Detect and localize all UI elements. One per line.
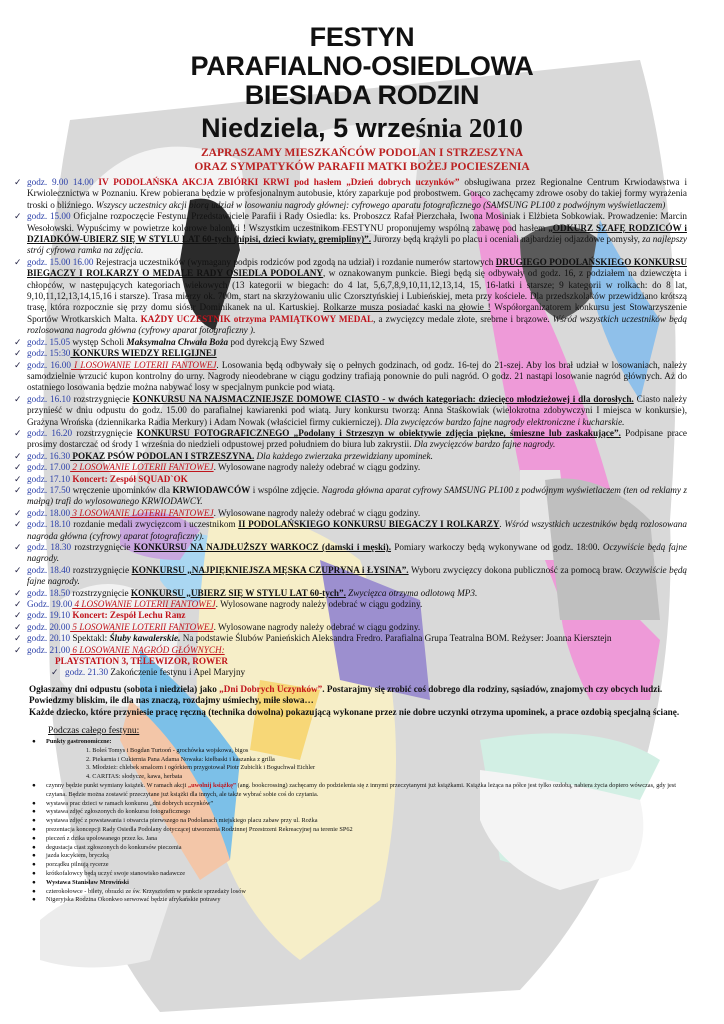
- event-time: godz. 20.10: [27, 633, 71, 644]
- program-item: [14, 336, 687, 348]
- event-time: godz. 17.10: [27, 473, 71, 484]
- all-day-list: [32, 738, 682, 905]
- gastro-entry: 2. Piekarnia i Cukiernia Pana Adama Nowaka: kiełbaski i kaszanka z grilla: [86, 755, 275, 763]
- notice: [29, 684, 689, 718]
- program-item: [14, 427, 688, 451]
- notice-text-3: Każde dziecko, które przyniesie pracę ręczną (technika dowolna) pokazującą wykonane przez nie dobre uczynki otrzyma upominek, a prace ozdobią specjalną ścianę.: [29, 706, 680, 717]
- program-item: [14, 177, 687, 211]
- event-text: Wszyscy uczestnicy akcji biorą udział w losowaniu nagrody głównej: cyfrowego aparatu fotograficznego (SAMSUNG PL100 z podwójnym wyświetlaczem): [95, 199, 666, 210]
- event-text: IV PODOLAŃSKA AKCJA ZBIÓRKI KRWI pod hasłem „Dzień dobrych uczynków”: [93, 177, 460, 187]
- event-text: KONKURSU „UBIERZ SIĘ W STYLU LAT 60-tych”.: [130, 587, 346, 598]
- event-date-part-2: śnia 2010: [415, 113, 523, 143]
- notice-highlight: „Dni Dobrych Uczynków”: [219, 683, 323, 694]
- event-text: rozstrzygnięcie: [72, 427, 137, 438]
- main-prizes: PLAYSTATION 3, TELEWIZOR, ROWER: [55, 656, 228, 667]
- event-text: Wszystkim uczestnikom FESTYNU proponujemy wspólną zabawę pod hasłem: [248, 222, 549, 233]
- event-text: „ODKURZ SZAFĘ RODZICÓW i DZIADKÓW-UBIERZ SIĘ W STYLU LAT 60-tych (hipisi, dzieci kwiaty, gremipliny)”.: [27, 222, 687, 245]
- event-text: rozdanie medali zwycięzcom i uczestnikom: [70, 519, 239, 530]
- bullet-icon: ●: [32, 843, 36, 851]
- bullet-icon: ●: [32, 826, 36, 834]
- event-text: 2 LOSOWANIE LOTERII FANTOWEJ: [70, 462, 214, 473]
- closing-text: Zakończenie festynu i Apel Maryjny: [108, 667, 246, 678]
- bullet-icon: ●: [32, 808, 36, 816]
- event-text: POKAZ PSÓW PODOLAN I STRZESZYNA.: [70, 450, 255, 461]
- checkmark-icon: ✓: [14, 564, 22, 575]
- event-text: wręczenie upominków dla: [70, 484, 173, 495]
- event-text: Maksymalna Chwała Boża: [126, 336, 229, 347]
- program-item: [14, 519, 687, 542]
- program-item: [14, 348, 687, 359]
- event-text: Śluby kawalerskie.: [109, 633, 181, 644]
- event-text: KONKURSU „NAJPIĘKNIEJSZA MĘSKA CZUPRYNA i ŁYSINA”.: [131, 564, 409, 575]
- all-day-text: wystawa zdjęć z powstawania i otwarcia pierwszego na Podolanach miejskiego placu zabaw przy ul. Rożka: [46, 817, 318, 825]
- all-day-text: wystawa prac dzieci w ramach konkursu „dni dobrych uczynków”: [46, 799, 214, 807]
- event-text: II PODOLAŃSKIEGO KONKURSU BIEGACZY I ROLKARZY: [238, 519, 500, 530]
- all-day-item: [32, 800, 682, 809]
- event-text: . Wśród wszystkich uczestników będą rozlosowana nagroda główna (cyfrowy aparat fotograficzny).: [27, 519, 687, 541]
- event-text: Oficjalne rozpoczęcie Festynu. Przedstawiciele Parafii i Rady Osiedla: ks. Proboszcz Rafał Pierzchała, Iwona Mosiniak i Elżbieta Sobkowiak. Prowadzenie: Marcin Wesołowski. Wypuścimy w powietrze kolorowe baloniki !: [27, 211, 687, 233]
- all-day-item: [32, 879, 682, 888]
- event-text: rozstrzygnięcie: [70, 393, 133, 404]
- event-text: I LOSOWANIE LOTERII FANTOWEJ: [71, 359, 217, 370]
- event-text: . Wylosowane nagrody należy odebrać w ciągu godziny.: [213, 621, 421, 632]
- gastro-label: Punkty gastronomiczne:: [46, 738, 112, 746]
- checkmark-icon: ✓: [14, 507, 22, 518]
- checkmark-icon: ✓: [14, 427, 22, 438]
- event-text: Nagroda główna aparat cyfrowy SAMSUNG PL100 z podwójnym wyświetlaczem (ten od reklamy z małpą) trafi do wylosowanego KRWIODAWCY.: [27, 484, 688, 507]
- program-list: [0, 177, 687, 679]
- event-text: za najlepszy strój cyfrowa ramka na zdjęcia.: [27, 234, 688, 256]
- bullet-icon: ●: [32, 852, 36, 860]
- all-day-text: pieczeń z dzika upolowanego przez ks. Jana: [46, 834, 158, 842]
- event-time: godz. 9.00 14.00: [27, 177, 94, 187]
- event-text: Dla każdego zwierzaka przewidziany upominek.: [254, 450, 433, 461]
- all-day-text: porządku pilnują rycerze: [46, 861, 109, 869]
- event-time: godz. 16.30: [27, 450, 71, 461]
- bullet-icon: ●: [32, 861, 36, 869]
- event-date: [0, 112, 724, 144]
- bullet-icon: ●: [32, 870, 36, 878]
- all-day-text: czterokołowce - bilety, obrazki ze św. Krzysztofem w punkcie sprzedaży losów: [46, 887, 246, 895]
- event-text: Wśród wszystkich uczestników będą rozlosowana nagroda główna (cyfrowy aparat fotograficzny ).: [27, 313, 687, 336]
- checkmark-icon: ✓: [14, 462, 22, 473]
- closing-time: godz. 21.30: [65, 667, 109, 678]
- all-day-item: [32, 888, 682, 897]
- event-text: . Wylosowane nagrody należy odebrać w ciągu godziny.: [213, 462, 421, 473]
- program-item: [14, 542, 688, 565]
- event-text: Rejestracja uczestników (wymagany podpis rodziców pod zgodą na udział) i rozdanie numerów startowych: [93, 256, 496, 267]
- event-time: godz. 15.05: [27, 336, 71, 347]
- program-item: [14, 211, 688, 257]
- event-time: godz. 18.30: [27, 542, 72, 552]
- checkmark-icon: ✓: [14, 359, 22, 370]
- event-text: 6 LOSOWANIE NAGRÓD GŁÓWNYCH:: [70, 644, 225, 655]
- all-day-text: czynny będzie punkt wymiany książek. W ramach akcji: [46, 782, 188, 790]
- title-line-1: FESTYN: [309, 22, 415, 52]
- checkmark-icon: ✓: [14, 587, 22, 598]
- all-day-item: [32, 844, 682, 853]
- title-line-2: PARAFIALNO-OSIEDLOWA: [190, 51, 534, 81]
- event-text: Rolkarze musza posiadać kaski na głowie !: [323, 302, 491, 313]
- all-day-text: degustacja ciast zgłoszonych do konkursów pieczenia: [46, 843, 182, 851]
- checkmark-icon: ✓: [14, 348, 22, 359]
- program-item: [14, 644, 687, 656]
- notice-text-2: . Postarajmy się zrobić coś dobrego dla rodziny, sąsiadów, znajomych czy obcych ludzi. Powiedzmy bliskim, ile dla nas znaczą, rozdajmy uśmiechy, miłe słowa…: [29, 683, 663, 706]
- all-day-text: prezentacja koncepcji Rady Osiedla Podolany dotyczącej utworzenia Rodzinnej Przestrzeni Rekreacyjnej na terenie SP62: [46, 826, 353, 834]
- all-day-item: [32, 826, 682, 835]
- event-time: godz. 18.40: [27, 564, 71, 575]
- main-prizes-item: [27, 656, 687, 667]
- all-day-item: [32, 870, 682, 879]
- event-time: godz. 18.00: [27, 507, 71, 518]
- event-time: godz. 16.00: [27, 359, 71, 370]
- all-day-text: wystawa zdjęć zgłoszonych do konkursu fotograficznego: [46, 808, 191, 816]
- all-day-text: Wystawa Stanisław Mrowiński: [46, 878, 129, 886]
- checkmark-icon: ✓: [51, 667, 59, 678]
- event-text: KONKURSU FOTOGRAFICZNEGO „Podolany i Strzeszyn w obiektywie zdjęcia piękne, śmieszne lub zaskakujące”.: [136, 427, 621, 438]
- event-text: . Wylosowane nagrody należy odebrać w ciągu godziny.: [215, 599, 423, 610]
- event-text: Pomiary warkoczy będą wykonywane od godz. 18:00.: [391, 542, 603, 552]
- bullet-icon: ●: [32, 817, 36, 825]
- checkmark-icon: ✓: [14, 450, 22, 461]
- event-text: rozstrzygnięcie: [70, 564, 132, 575]
- checkmark-icon: ✓: [14, 473, 22, 484]
- event-time: godz. 16.20: [27, 427, 73, 438]
- bullet-icon: ●: [32, 782, 36, 790]
- program-item: [14, 507, 687, 519]
- all-day-text: (ang. bookcrossing) zachęcamy do podzielenia się z innymi przeczytanymi już książkami. Książka leżąca na półce jest tylko ozdobą, nabiera życia dopiero wówczas, gdy jest czytana. Będzie można zostawić przeczytane już książki dla innych, ale także wybrać sobie coś do czytania.: [46, 782, 676, 798]
- event-text: Współorganizatorem konkursu jest Stowarzyszenie Sportów Wrotkarskich Malta.: [27, 302, 688, 324]
- event-text: KONKURSU NA NAJDŁUŻSZY WARKOCZ (damski i męski).: [133, 542, 392, 552]
- checkmark-icon: ✓: [14, 177, 22, 187]
- program-item: [14, 393, 687, 428]
- event-text: . Losowania będą odbywały się o pełnych godzinach, od godz. 16-tej do 21-szej. Aby los brał udział w losowaniach, należy samodzielnie wrzucić kupon kontrolny do urny. Nagrody nieodebrane w ciągu godziny trafiają ponownie do puli nagród. O godz. 21 nastąpi losowanie nagród głównych. Aż do ostatniego losowania będzie można nabywać losy w specjalnym punkcie pod wiatą.: [27, 359, 688, 393]
- bullet-icon: ●: [32, 878, 36, 886]
- event-text: Na podstawie Ślubów Panieńskich Aleksandra Fredro. Parafialna Grupa Teatralna BOM. Reżyser: Joanna Kiersztejn: [180, 633, 612, 644]
- event-text: Zwycięzca otrzyma odlotową MP3.: [345, 587, 478, 598]
- event-time: godz. 16.10: [27, 393, 71, 404]
- bullet-icon: ●: [32, 834, 36, 842]
- program-item: [14, 599, 687, 610]
- event-text: 4 LOSOWANIE LOTERII FANTOWEJ: [72, 599, 216, 610]
- gastro-entry: 3. Młodzież: chlebek smalcem i ogórkiem przygotował Piotr Zubiclik i Boguchwał Eichler: [86, 764, 316, 772]
- all-day-item: [32, 817, 682, 826]
- checkmark-icon: ✓: [14, 599, 22, 610]
- event-text: Wyboru zwycięzcy dokona publiczność za pomocą braw.: [408, 564, 626, 575]
- event-text: rozstrzygnięcie: [71, 542, 134, 552]
- program-item: [14, 450, 687, 462]
- event-text: Ciasto należy przynieść w dniu odpustu do godz. 15.00 do parafialnej kawiarenki pod wiatą. Jury konkursu tworzą: Anna Staśkowiak (wielokrotna zdobywczyni I miejsca w konkursie), Grażyna Wrońska (dziennikarka Radia Merkury) i Adam Nowak (właściciel firmy cukierniczej).: [27, 393, 687, 427]
- all-day-text: Nigeryjska Rodzina Okonkwo serwować będzie afrykańskie potrawy: [46, 896, 221, 904]
- title-line-3: BIESIADA RODZIN: [244, 80, 480, 110]
- event-text: . Wylosowane nagrody należy odebrać w ciągu godziny.: [213, 507, 421, 518]
- bullet-icon: ●: [32, 799, 36, 807]
- checkmark-icon: ✓: [14, 542, 22, 552]
- checkmark-icon: ✓: [14, 621, 22, 632]
- event-time: godz. 15.00: [27, 211, 71, 222]
- checkmark-icon: ✓: [14, 211, 22, 222]
- event-time: godz. 18.50: [27, 587, 71, 598]
- program-item: [14, 587, 687, 599]
- event-time: godz. 18.10: [27, 519, 71, 530]
- program-item: [14, 633, 687, 644]
- all-day-text: jazda kucykiem, bryczką: [46, 852, 109, 860]
- bullet-icon: ●: [32, 738, 36, 746]
- checkmark-icon: ✓: [14, 633, 22, 644]
- all-day-item: [32, 861, 682, 870]
- program-item: [14, 462, 687, 473]
- event-text: DRUGIEGO PODOLAŃSKIEGO KONKURSU BIEGACZY I ROLKARZY O MEDALE RADY OSIEDLA PODOLANY: [27, 256, 687, 279]
- closing-item: [27, 667, 687, 678]
- program-item: [14, 359, 688, 394]
- event-text: KAŻDY UCZESTNIK otrzyma PAMIĄTKOWY MEDAL: [140, 313, 374, 324]
- event-text: występ Scholi: [70, 336, 127, 347]
- event-time: Godz. 19.00: [27, 599, 73, 610]
- event-time: godz. 17.50: [27, 484, 71, 495]
- all-day-item: [32, 896, 682, 905]
- gastro-item: [32, 738, 682, 782]
- event-date-part-1: Niedziela, 5 wrze: [201, 113, 416, 143]
- notice-text-1: Ogłaszamy dni odpustu (sobota i niedziela) jako: [29, 683, 220, 694]
- program-item: [14, 564, 688, 588]
- all-day-text: krótkofalowcy będą uczyć swoje stanowisko nadawcze: [46, 870, 186, 878]
- event-text: 3 LOSOWANIE LOTERII FANTOWEJ: [70, 507, 214, 518]
- checkmark-icon: ✓: [14, 610, 22, 621]
- invitation-line-1: ZAPRASZAMY MIESZKAŃCÓW PODOLAN I STRZESZYNA: [200, 147, 524, 159]
- event-time: godz. 15.00 16.00: [27, 256, 94, 267]
- checkmark-icon: ✓: [14, 336, 22, 347]
- event-text: Oczywiście będą fajne nagrody.: [27, 564, 688, 587]
- event-text: obsługiwana przez Regionalne Centrum Krwiodawstwa i Krwiolecznictwa w Poznaniu. Krew pobierana będzie w profesjonalnym autobusie, który zaparkuje pod probostwem. Gorąco zachęcamy zdrowe osoby do takiej formy wyrażenia troski o bliźniego.: [27, 177, 687, 210]
- event-text: , a zwycięzcy medale złote, srebrne i brązowe.: [373, 313, 553, 324]
- all-day-item: [32, 782, 682, 800]
- gastro-entry: 4. CARITAS: słodycze, kawa, herbata: [86, 773, 183, 781]
- event-text: rozstrzygnięcie: [70, 587, 131, 598]
- event-text: KONKURS WIEDZY RELIGIJNEJ: [70, 348, 217, 359]
- event-text: pod dyrekcją Ewy Szwed: [228, 336, 325, 347]
- event-text: 5 LOSOWANIE LOTERII FANTOWEJ: [70, 621, 214, 632]
- all-day-title: Podczas całego festynu:: [48, 726, 140, 737]
- bullet-icon: ●: [32, 887, 36, 895]
- all-day-item: [32, 808, 682, 817]
- event-text: Spektakl:: [70, 633, 110, 644]
- all-day-highlight: „uwolnij książkę”: [187, 782, 237, 790]
- event-time: godz. 15:30: [27, 348, 71, 359]
- event-text: Podpisane prace prosimy dostarczać od środy 1 września do niedzieli odpustowej przed południem do biura lub zakrystii.: [27, 427, 688, 450]
- event-time: godz. 20.00: [27, 621, 71, 632]
- program-item: [14, 610, 687, 621]
- event-text: KONKURSU NA NAJSMACZNIEJSZE DOMOWE CIASTO - w dwóch kategoriach: dziecięco młodzieżowej i dla dorosłych.: [132, 393, 634, 404]
- event-time: godz. 21.00: [27, 644, 71, 655]
- gastro-list: [46, 747, 682, 782]
- checkmark-icon: ✓: [14, 519, 22, 530]
- event-time: godz. 17.00: [27, 462, 71, 473]
- invitation: [0, 146, 724, 174]
- event-text: KRWIODAWCÓW: [172, 484, 251, 495]
- checkmark-icon: ✓: [14, 393, 22, 404]
- program-item: [14, 256, 688, 337]
- bullet-icon: ●: [32, 896, 36, 904]
- event-time: godz. 19.10: [27, 610, 71, 621]
- program-item: [14, 484, 688, 508]
- event-text: Koncert: Zespół Lechu Ranz: [70, 610, 186, 621]
- checkmark-icon: ✓: [14, 484, 22, 495]
- event-text: , w oznakowanym punkcie. Biegi będą się odbywały od godz. 16, z podziałem na dziewczęta i chłopców, w następujących kategoriach wiekowych (13 kategorii w biegach: do 4 lat, 5,6,7,8,9,10,11,12,13,14, 15, 16-latki i starsze; 9 kategorii w rolkach: do 8 lat, 9,10,11,12,13,14,15,16 i starsze). Trasa mierzy ok. 700m, start na skrzyżowaniu ulic Czorsztyńskiej i Lubieńskiej, meta przy kościele. Dla przedszkolaków przewidziano krótszą trasę, która rozpocznie się przy domu sióstr Dominikanek na ul. Kartuskiej.: [27, 268, 687, 313]
- event-text: Dla zwycięzców bardzo fajne nagrody elektroniczne i kucharskie.: [384, 416, 625, 427]
- event-text: Koncert: Zespół SQUAD`OK: [70, 473, 188, 484]
- program-item: [14, 473, 687, 485]
- checkmark-icon: ✓: [14, 256, 22, 267]
- gastro-entry: 1. Boleś Tomys i Bogdan Turtooń - grochówka wojskowa, bigos: [86, 746, 249, 754]
- event-text: Dla zwycięzców bardzo fajne nagrody.: [413, 439, 556, 450]
- all-day-item: [32, 835, 682, 844]
- event-text: Jurorzy będą krążyli po placu i oceniali najbardziej odjazdowe pomysły,: [371, 234, 643, 245]
- program-item: [14, 621, 687, 633]
- all-day-item: [32, 852, 682, 861]
- checkmark-icon: ✓: [14, 644, 22, 655]
- event-text: i wspólne zdjęcie.: [250, 484, 322, 495]
- invitation-line-2: ORAZ SYMPATYKÓW PARAFII MATKI BOŻEJ POCIESZENIA: [194, 161, 530, 173]
- event-text: Oczywiście będą fajne nagrody.: [27, 542, 688, 564]
